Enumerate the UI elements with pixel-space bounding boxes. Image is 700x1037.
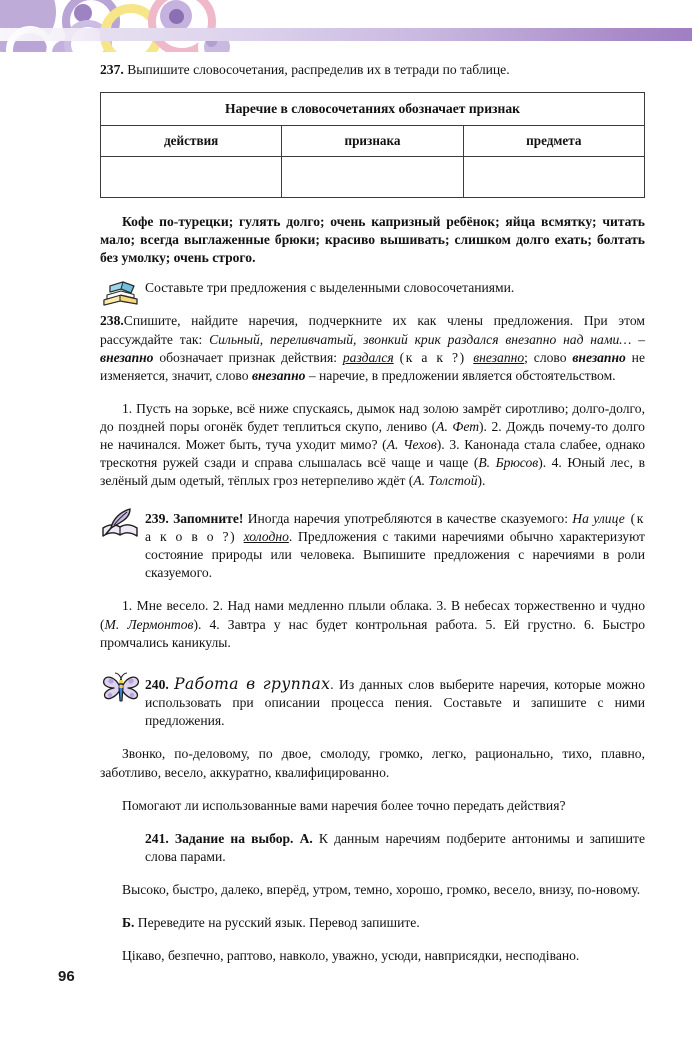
exercise-240-block	[145, 674, 645, 731]
page-content	[100, 61, 645, 965]
table-header-predmeta: предмета	[463, 126, 644, 157]
exercise-239-bold-lead: Запомните!	[173, 511, 244, 527]
exercise-239-sentence-a: 1. Мне весело. 2. Над нами медленно плыли облака. 3. В небесах торжественно и чудно (	[100, 598, 645, 632]
exercise-241-part-b-text: Переведите на русский язык. Перевод запишите.	[134, 914, 420, 930]
exercise-241-part-a-label: А.	[293, 830, 313, 846]
exercise-241-prompt	[145, 830, 645, 866]
exercise-240-question: Помогают ли использованные вами наречия более точно передать действия?	[122, 797, 566, 813]
exercise-238-sample-italic: Сильный, переливчатый, звонкий крик раздался внезапно над нами…	[209, 331, 632, 347]
exercise-239-kakovo-paren: (к а к о в о ?)	[145, 511, 645, 545]
exercise-241-bold-lead: Задание на выбор.	[174, 830, 294, 846]
table-header-deystviya: действия	[101, 126, 282, 157]
exercise-240-number: 240.	[145, 676, 169, 692]
books-icon	[100, 276, 142, 310]
exercise-241-part-b-words: Цікаво, безпечно, раптово, навколо, уважно, усюди, навприсядки, несподівано.	[122, 948, 580, 964]
exercise-238-prompt	[100, 312, 645, 384]
exercise-238-number: 238.	[100, 313, 124, 329]
exercise-239-number: 239.	[145, 511, 169, 527]
exercise-237-prompt	[100, 61, 645, 79]
exercise-238-underlined-razdalsya: раздался	[342, 349, 394, 365]
exercise-240-script-title: Работа в группах	[174, 674, 331, 693]
exercise-238-kak-paren: (к а к ?)	[399, 349, 474, 365]
exercise-237-word-list: Кофе по-турецки; гулять долго; очень капризный ребёнок; яйца всмятку; читать мало; всегда выглаженные брюки; красиво вышивать; слишком долго ехать; болтать без умолку; очень строго.	[100, 214, 645, 266]
book-quill-icon	[100, 507, 142, 541]
exercise-238-author-3: В. Брюсов	[478, 455, 539, 471]
butterfly-icon	[100, 671, 142, 705]
exercise-238-sentence-2: ). 2. Дождь почему-то долго не начинался. Может быть, туча уходит мимо? (	[100, 418, 645, 452]
table-header-priznaka: признака	[282, 126, 463, 157]
header-gradient-bar	[100, 28, 692, 41]
exercise-238-bold-vnezapno-3: внезапно	[251, 367, 306, 383]
exercise-239-sentence-b: ). 4. Завтра у нас будет контрольная работа. 5. Ей грустно. 6. Быстро промчались каникулы.	[100, 616, 645, 650]
exercise-239-author-1: М. Лермонтов	[104, 616, 194, 632]
table-title: Наречие в словосочетаниях обозначает признак	[101, 93, 645, 126]
exercise-237-number: 237.	[100, 62, 124, 77]
page-body	[0, 52, 700, 965]
exercise-238-sentence-4: ). 4. Юный лес, в зелёный дым одетый, тёплых гроз нетерпеливо ждёт (	[100, 455, 645, 489]
header-bar-fade	[0, 28, 110, 41]
table-title-row	[101, 93, 645, 126]
table-row	[101, 157, 645, 198]
adverb-classification-table	[100, 92, 645, 198]
exercise-241-part-b-prompt	[100, 914, 645, 932]
exercise-238-sentences	[100, 400, 645, 490]
table-header-row	[101, 126, 645, 157]
exercise-240-text: . Из данных слов выберите наречия, которые можно использовать при описании процесса пения. Составьте и запишите с ними предложения.	[145, 676, 645, 729]
exercise-238-sentence-3: ). 3. Канонада стала слабее, однако трескотня ружей сзади и справа слышалась всё чаще и чаще (	[100, 436, 645, 471]
exercise-238-prompt-b: обозначает признак действия:	[153, 349, 343, 365]
table-cell-deystviya[interactable]	[101, 157, 282, 198]
exercise-240-word-list: Звонко, по-деловому, по двое, смолоду, громко, легко, рационально, тихо, плавно, заботливо, весело, аккуратно, квалифицированно.	[100, 746, 645, 780]
exercise-238-prompt-c: ; слово	[524, 349, 573, 365]
table-cell-predmeta[interactable]	[463, 157, 644, 198]
exercise-239-underlined-holodno: холодно	[243, 529, 289, 545]
exercise-241-part-b-label: Б.	[122, 914, 135, 930]
exercise-237-task-text: Составьте три предложения с выделенными словосочетаниями.	[145, 280, 515, 296]
page-number: 96	[58, 968, 75, 985]
exercise-239-text-a: Иногда наречия употребляются в качестве сказуемого:	[243, 511, 573, 527]
exercise-238-sentence-5: ).	[477, 473, 486, 489]
exercise-237-prompt-text: Выпишите словосочетания, распределив их в тетради по таблице.	[127, 62, 510, 77]
exercise-238-author-1: А. Фет	[436, 418, 480, 434]
exercise-238-author-4: А. Толстой	[413, 473, 478, 489]
exercise-238-bold-vnezapno-1: внезапно	[100, 349, 154, 365]
exercise-238-prompt-e: – наречие, в предложении является обстоятельством.	[305, 367, 616, 383]
exercise-239-block	[145, 510, 645, 582]
decor-circle-pink-dot	[169, 9, 184, 24]
exercise-238-bold-vnezapno-2: внезапно	[572, 349, 626, 365]
exercise-238-sentence-1: 1. Пусть на зорьке, всё ниже спускаясь, дымок над золою замрёт сиротливо; долго-долго, до поздней поры огонёк будет теплиться скупо, лениво (	[100, 400, 645, 434]
exercise-237-task-row	[145, 279, 645, 297]
exercise-239-italic-na-ulitse: На улице	[572, 511, 625, 527]
exercise-238-underlined-vnezapno: внезапно	[473, 349, 525, 365]
exercise-238-dash: –	[631, 331, 645, 347]
exercise-241-number: 241.	[145, 830, 169, 846]
exercise-239-text-b: . Предложения с такими наречиями обычно характеризуют состояние природы или человека. Выпишите предложения с наречиями в роли сказуемого.	[145, 529, 645, 581]
exercise-241-part-a-words: Высоко, быстро, далеко, вперёд, утром, темно, хорошо, громко, весело, внизу, по-новому.	[122, 881, 641, 897]
exercise-238-author-2: А. Чехов	[386, 436, 437, 452]
page-header-decoration	[0, 0, 700, 52]
exercise-238-prompt-d: не изменяется, значит, слово	[100, 349, 645, 383]
exercise-238-prompt-a: Спишите, найдите наречия, подчеркните их как члены предложения. При этом рассуждайте так:	[100, 313, 645, 347]
exercise-241-part-a-text: К данным наречиям подберите антонимы и запишите слова парами.	[145, 830, 645, 864]
table-cell-priznaka[interactable]	[282, 157, 463, 198]
exercise-239-sentences	[100, 597, 645, 651]
